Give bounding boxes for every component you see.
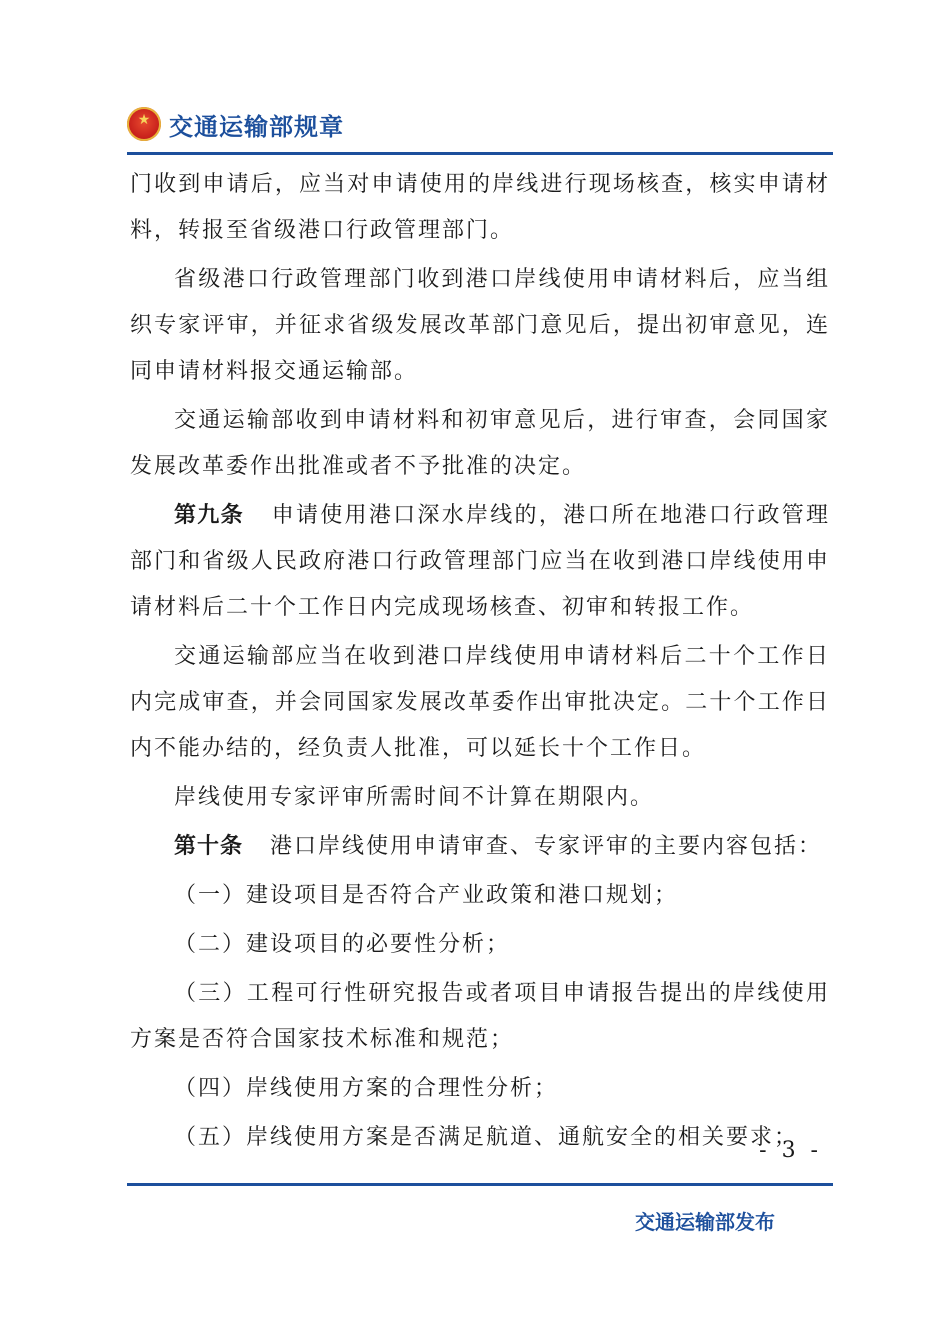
article-10: 第十条 港口岸线使用申请审查、专家评审的主要内容包括：: [174, 834, 823, 859]
article-9: 第九条 申请使用港口深水岸线的，港口所在地港口行政管理部门和省级人民政府港口行政管理部门应当在收到港口岸线使用申请材料后二十个工作日内完成现场核查、初审和转报工作。: [130, 503, 830, 620]
national-emblem-icon: [127, 107, 161, 141]
page-header: [127, 100, 833, 148]
article-heading: 第十条: [174, 834, 244, 859]
header-title: 交通运输部规章: [169, 112, 344, 141]
paragraph: 门收到申请后，应当对申请使用的岸线进行现场核查，核实申请材料，转报至省级港口行政管理部门。: [130, 172, 830, 243]
header-divider: [127, 152, 833, 155]
document-body: [130, 162, 830, 1164]
paragraph: 交通运输部收到申请材料和初审意见后，进行审查，会同国家发展改革委作出批准或者不予批准的决定。: [130, 408, 830, 479]
list-item: （五）岸线使用方案是否满足航道、通航安全的相关要求；: [174, 1125, 799, 1150]
list-item: （三）工程可行性研究报告或者项目申请报告提出的岸线使用方案是否符合国家技术标准和规范；: [130, 981, 830, 1052]
page-number: - 3 -: [759, 1138, 822, 1163]
list-item: （二）建设项目的必要性分析；: [174, 932, 511, 957]
list-item: （一）建设项目是否符合产业政策和港口规划；: [174, 883, 679, 908]
article-heading: 第九条: [174, 503, 244, 528]
paragraph: 省级港口行政管理部门收到港口岸线使用申请材料后，应当组织专家评审，并征求省级发展改革部门意见后，提出初审意见，连同申请材料报交通运输部。: [130, 267, 830, 384]
footer-publisher: 交通运输部发布: [635, 1210, 775, 1234]
paragraph: 岸线使用专家评审所需时间不计算在期限内。: [174, 785, 655, 810]
footer-divider: [127, 1183, 833, 1186]
list-item: （四）岸线使用方案的合理性分析；: [174, 1076, 559, 1101]
paragraph: 交通运输部应当在收到港口岸线使用申请材料后二十个工作日内完成审查，并会同国家发展改革委作出审批决定。二十个工作日内不能办结的，经负责人批准，可以延长十个工作日。: [130, 644, 830, 761]
